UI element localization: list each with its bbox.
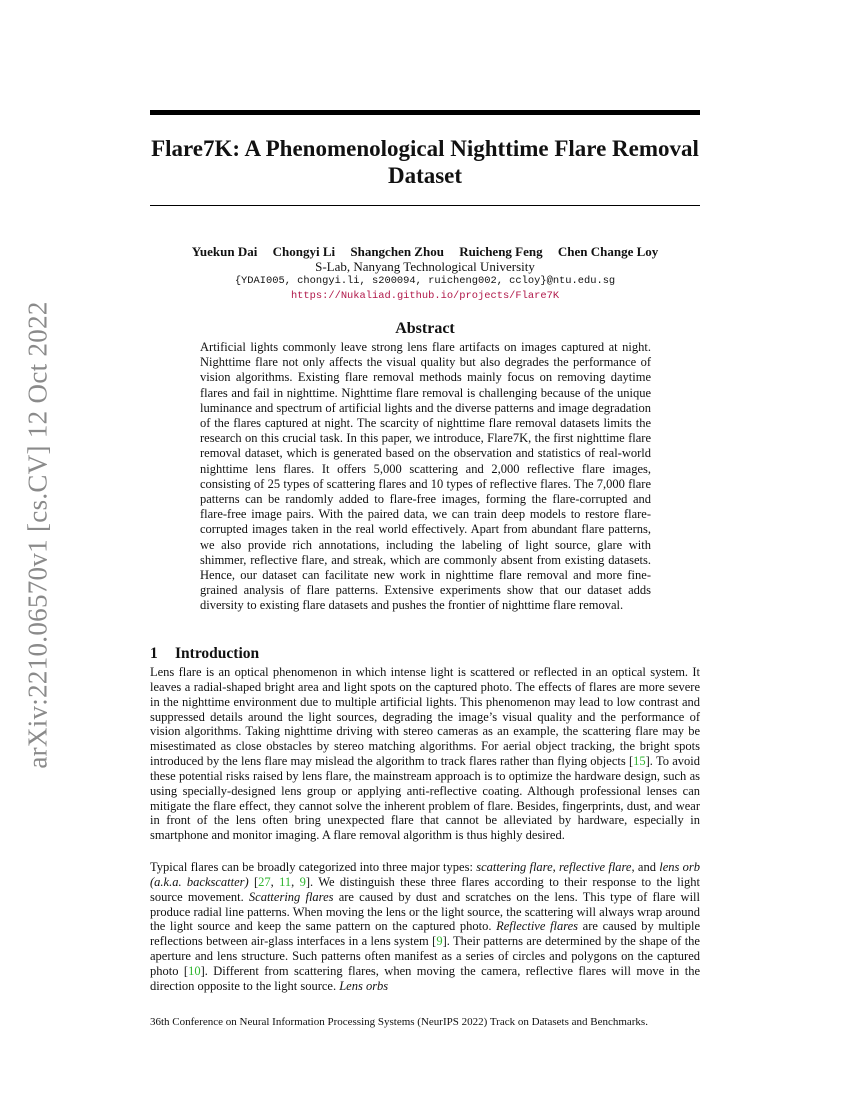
citation-link[interactable]: 11 [279, 874, 292, 889]
conference-footnote: 36th Conference on Neural Information Processing Systems (NeurIPS 2022) Track on Datasets and Benchmarks. [150, 1016, 648, 1028]
italic-term: reflective flare [559, 860, 632, 874]
intro-paragraph-1 [150, 665, 700, 843]
paragraph-text: ]. Their patterns are determined by the shape of the aperture and lens structure. Such patterns often manifest as a series of circles and polygons on the captured photo [ [150, 934, 700, 978]
author-name: Yuekun Dai [191, 244, 258, 259]
abstract-heading: Abstract [395, 320, 455, 337]
title-rule-bottom [150, 205, 700, 206]
author-name: Shangchen Zhou [350, 244, 444, 259]
author-block [150, 244, 700, 304]
citation-link[interactable]: 9 [436, 934, 443, 949]
author-name: Chongyi Li [272, 244, 336, 259]
paragraph-text: are caused by dust and scratches on the lens. This type of flare will produce radial line patterns. When moving the lens or the light source, the scattering will always wrap around the light source and keep the same pattern on the captured photo. [150, 889, 701, 934]
paragraph-text: , and [631, 860, 660, 874]
paragraph-text: Lens flare is an optical phenomenon in which intense light is scattered or reflected in an optical system. It leaves a radial-shaped bright area and light spots on the captured photo. The effects of flares are more severe in the nighttime environment due to multiple artificial lights. This phenomenon may lead to low contrast and suppressed details around the light sources, degrading the image’s visual quality and the performance of vision algorithms. Taking nighttime driving with stereo cameras as an example, the scattering flare may be misestimated as close obstacles by stereo matching algorithms. For aerial object tracking, the bright spots introduced by the lens flare may mislead the algorithm to track flares rather than flying objects [ [150, 665, 700, 769]
paragraph-text: ]. We distinguish these three flares according to their response to the light source movement. [150, 874, 700, 904]
paragraph-text: are caused by multiple reflections between air-glass interfaces in a lens system [ [150, 919, 701, 949]
project-url-link[interactable]: https://Nukaliad.github.io/projects/Flare7K [290, 290, 560, 302]
paragraph-text: ]. To avoid these potential risks raised by lens flare, the mainstream approach is to optimize the hardware design, such as using specially-designed lens group or applying anti-reflective coating. Although professional lenses can mitigate the flare effect, they cannot solve the inherent problem of flare. Besides, fingerprints, dust, and wear in front of the lens often bring unexpected flare that cannot be alleviated by hardware, especially in smartphone and monitor imaging. A flare removal algorithm is thus highly desired. [150, 754, 700, 843]
arxiv-stamp-text: arXiv:2210.06570v1 [cs.CV] 12 Oct 2022 [22, 301, 53, 769]
title-rule-top [150, 110, 700, 115]
citation-link[interactable]: 10 [188, 963, 201, 978]
abstract-text: Artificial lights commonly leave strong lens flare artifacts on images captured at night. Nighttime flare not only affects the visual quality but also degrades the performance of vision algorithms. Existing flare removal methods mainly focus on removing daytime flares and fail in nighttime. Nighttime flare removal is challenging because of the unique luminance and spectrum of artificial lights and the diverse patterns and image degradation of the flares captured at night. The scarcity of nighttime flare removal datasets limits the research on this crucial task. In this paper, we introduce, Flare7K, the first nighttime flare removal dataset, which is generated based on the observation and statistics of real-world nighttime lens flares. It offers 5,000 scattering and 2,000 reflective flare images, consisting of 25 types of scattering flares and 10 types of reflective flares. The 7,000 flare patterns can be randomly added to flare-free images, forming the flare-corrupted and flare-free image pairs. With the paired data, we can train deep models to restore flare-corrupted images taken in the real world effectively. Apart from abundant flare patterns, we also provide rich annotations, including the labeling of light source, glare with shimmer, reflective flare, and streak, which are commonly absent from existing datasets. Hence, our dataset can facilitate new work in nighttime flare removal and more fine-grained analysis of flare patterns. Extensive experiments show that our dataset adds diversity to existing flare datasets and pushes the frontier of nighttime flare removal. [200, 340, 651, 613]
author-names [150, 244, 700, 259]
paragraph-text: [ [248, 874, 259, 889]
author-name: Ruicheng Feng [459, 244, 543, 259]
section-number: 1 [150, 645, 158, 662]
section-heading-introduction [150, 645, 700, 663]
paragraph-text: , [291, 874, 300, 889]
paragraph-text: ]. Different from scattering flares, when moving the camera, reflective flares will move in the direction opposite to the light source. [150, 963, 700, 993]
paragraph-text: , [552, 860, 560, 874]
citation-link[interactable]: 15 [633, 754, 646, 769]
italic-term: Reflective flares [496, 919, 579, 934]
citation-link[interactable]: 9 [299, 874, 306, 889]
paper-title: Flare7K: A Phenomenological Nighttime Flare Removal Dataset [151, 136, 699, 188]
intro-paragraph-2 [150, 860, 700, 994]
section-title: Introduction [175, 645, 260, 662]
paragraph-text: Typical flares can be broadly categorized into three major types: [150, 860, 477, 874]
italic-term: Scattering flares [248, 889, 334, 904]
italic-term: Lens orbs [339, 978, 389, 993]
affiliation: S-Lab, Nanyang Technological University [315, 259, 535, 274]
author-emails: {YDAI005, chongyi.li, s200094, ruicheng002, ccloy}@ntu.edu.sg [234, 275, 616, 287]
author-name: Chen Change Loy [557, 244, 659, 259]
italic-term: scattering flare [476, 860, 553, 874]
citation-link[interactable]: 27 [258, 874, 271, 889]
paragraph-text: , [270, 874, 280, 889]
italic-term: lens orb (a.k.a. backscatter) [150, 860, 701, 889]
